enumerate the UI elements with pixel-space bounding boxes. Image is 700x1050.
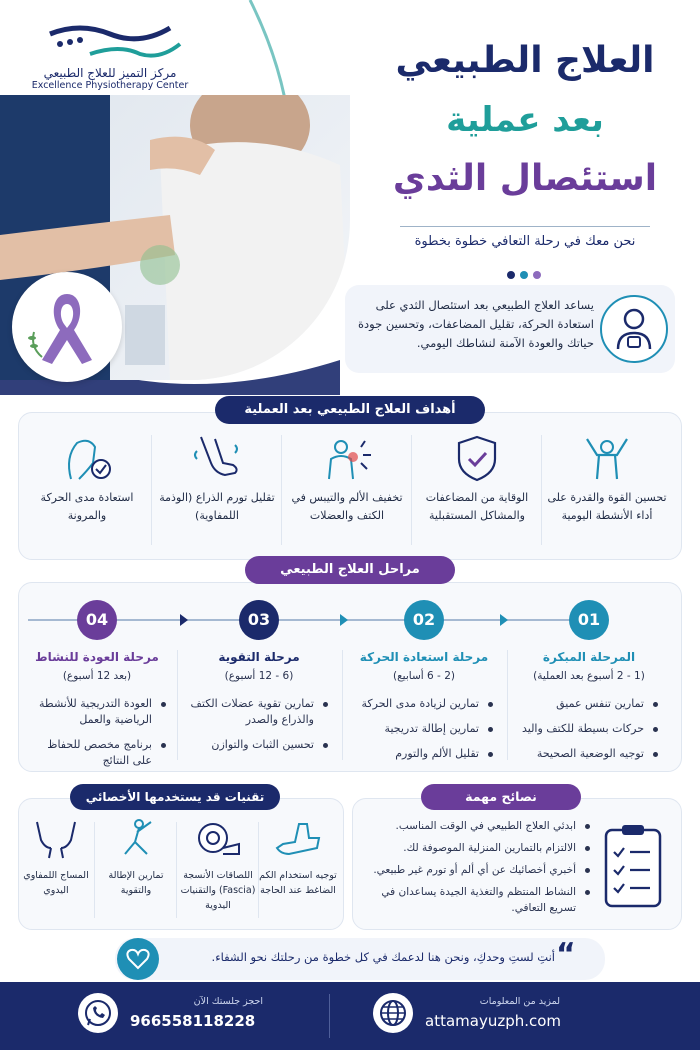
footer-divider	[329, 994, 330, 1038]
technique-label: تمارين الإطالة والتقوية	[108, 870, 164, 896]
quote-text: أنتِ لستِ وحدكِ، ونحن هنا لدعمك في كل خطوة من رحلتك نحو الشفاء.	[211, 950, 555, 964]
phase-duration: (بعد 12 أسبوع)	[62, 670, 132, 682]
heart-icon	[117, 938, 159, 980]
technique-item	[178, 818, 258, 913]
compression-sleeve-icon	[273, 818, 323, 860]
logo-mark	[30, 14, 190, 62]
phase-point: تمارين إطالة تدريجية	[355, 721, 493, 737]
phase-number: 02	[404, 600, 444, 640]
divider	[281, 435, 282, 545]
goal-item	[283, 425, 411, 555]
ribbon-badge	[12, 272, 122, 382]
clipboard-checklist-icon	[600, 822, 666, 910]
hero-title-line2: بعد عملية	[446, 100, 604, 140]
phase-point: تحسين الثبات والتوازن	[190, 737, 328, 753]
tagline-divider	[400, 226, 650, 227]
phase-point: تقليل الألم والتورم	[355, 746, 493, 762]
info-label: لمزيد من المعلومات	[479, 996, 560, 1007]
stretching-icon	[111, 818, 161, 860]
globe-icon[interactable]	[373, 993, 413, 1033]
goal-label: استعادة مدى الحركة والمرونة	[40, 491, 134, 522]
phase-point: برنامج مخصص للحفاظ على النتائج	[28, 737, 166, 769]
technique-item	[258, 818, 338, 898]
divider	[176, 822, 177, 918]
goal-item	[153, 425, 281, 555]
tip-item: الالتزام بالتمارين المنزلية الموصوفة لك.	[365, 840, 590, 856]
intro-text: يساعد العلاج الطبيعي بعد استئصال الثدي على استعادة الحركة، تقليل المضاعفات، وتحسين جودة حياتك والعودة الآمنة لنشاطك اليومي.	[357, 298, 594, 350]
tips-title: نصائح مهمة	[421, 784, 581, 810]
goal-label: الوقاية من المضاعفات والمشاكل المستقبلية	[425, 491, 529, 522]
goal-label: تقليل تورم الذراع (الوذمة اللمفاوية)	[159, 491, 275, 522]
technique-item	[16, 818, 96, 898]
tip-item: أخبري أخصائيك عن أي ألم أو تورم غير طبيعي.	[365, 862, 590, 878]
phase-step	[510, 600, 668, 760]
phase-point: تمارين تنفس عميق	[520, 696, 658, 712]
phase-step	[345, 600, 503, 760]
hero-title-line1: العلاج الطبيعي	[395, 40, 655, 81]
phase-title: مرحلة استعادة الحركة	[359, 650, 489, 664]
phase-point: حركات بسيطة للكتف واليد	[520, 721, 658, 737]
divider	[342, 650, 343, 760]
goal-item	[543, 425, 671, 555]
phase-step	[18, 600, 176, 767]
phase-point: تمارين لزيادة مدى الحركة	[355, 696, 493, 712]
phase-duration: (2 - 6 أسابيع)	[393, 670, 455, 682]
website-link[interactable]: attamayuzph.com	[425, 1012, 562, 1030]
phase-title: مرحلة التقوية	[218, 650, 300, 664]
tips-list	[365, 818, 590, 922]
brand-name-en: Excellence Physiotherapy Center	[31, 80, 189, 91]
shield-check-icon	[447, 433, 507, 483]
divider	[258, 822, 259, 918]
tape-roll-icon	[193, 818, 243, 860]
tip-item: النشاط المنتظم والتغذية الجيدة يساعدان في تسريع التعافي.	[365, 884, 590, 916]
phase-duration: (1 - 2 أسبوع بعد العملية)	[533, 670, 645, 682]
goal-label: تخفيف الألم والتيبس في الكتف والعضلات	[291, 491, 403, 522]
phase-step	[180, 600, 338, 760]
tip-item: ابدئي العلاج الطبيعي في الوقت المناسب.	[365, 818, 590, 834]
divider	[177, 650, 178, 760]
shoulder-motion-icon	[57, 433, 117, 483]
divider	[411, 435, 412, 545]
phase-point: العودة التدريجية للأنشطة الرياضية والعمل	[28, 696, 166, 728]
dots-decoration	[502, 264, 552, 274]
phone-link[interactable]: 966558118228	[130, 1012, 256, 1030]
goal-item	[413, 425, 541, 555]
phase-duration: (6 - 12 أسبوع)	[224, 670, 294, 682]
divider	[151, 435, 152, 545]
goal-label: تحسين القوة والقدرة على أداء الأنشطة اليومية	[547, 491, 667, 522]
massage-hands-icon	[31, 818, 81, 860]
phase-title: مرحلة العودة للنشاط	[35, 650, 159, 664]
strength-person-icon	[577, 433, 637, 483]
phase-title: المرحلة المبكرة	[542, 650, 636, 664]
hero-tagline: نحن معك في رحلة التعافي خطوة بخطوة	[414, 234, 636, 249]
phases-title: مراحل العلاج الطبيعي	[245, 556, 455, 584]
shoulder-pain-icon	[317, 433, 377, 483]
hero-title-line3: استئصال الثدي	[392, 158, 658, 199]
phase-point: تمارين تقوية عضلات الكتف والذراع والصدر	[190, 696, 328, 728]
divider	[541, 435, 542, 545]
phase-number: 01	[569, 600, 609, 640]
booking-label: احجز جلستك الآن	[193, 996, 263, 1007]
whatsapp-icon[interactable]	[78, 993, 118, 1033]
technique-label: المساج اللمفاوي اليدوي	[23, 870, 89, 896]
technique-label: توجيه استخدام الكم الضاغط عند الحاجة	[259, 870, 337, 896]
divider	[507, 650, 508, 760]
goals-title: أهداف العلاج الطبيعي بعد العملية	[215, 396, 485, 424]
technique-label: اللصاقات الأنسجة (Fascia) والتقنيات اليدوية	[180, 870, 256, 911]
techniques-title: تقنيات قد يستخدمها الأخصائي	[70, 784, 280, 810]
therapist-icon	[600, 295, 668, 363]
phase-point: توجيه الوضعية الصحيحة	[520, 746, 658, 762]
brand-name-ar: مركز التميز للعلاج الطبيعي	[43, 66, 177, 80]
phase-number: 03	[239, 600, 279, 640]
technique-item	[96, 818, 176, 898]
phase-number: 04	[77, 600, 117, 640]
logo	[20, 14, 200, 91]
arm-swelling-icon	[187, 433, 247, 483]
quote-mark-icon: “	[556, 937, 576, 972]
goal-item	[23, 425, 151, 555]
